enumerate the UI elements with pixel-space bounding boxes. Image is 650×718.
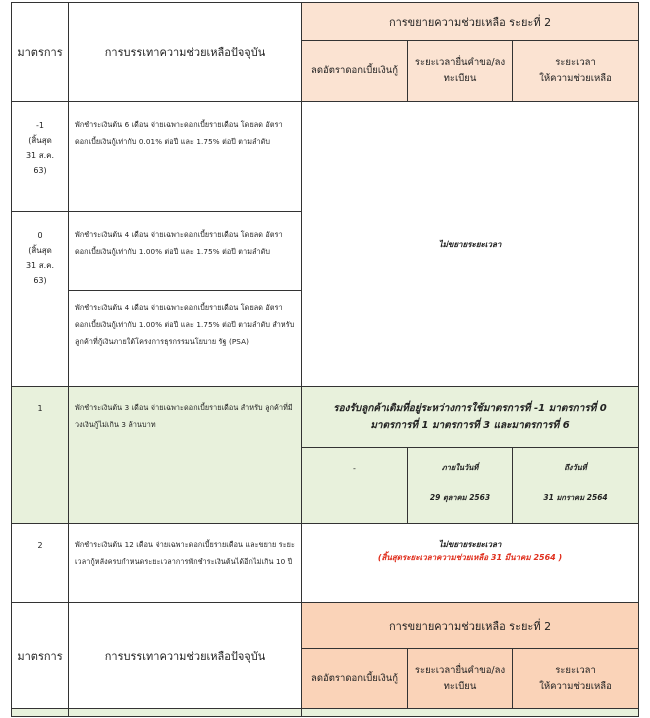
support-line2: มาตรการที่ 1 มาตรการที่ 3 และมาตรการที่ 6: [370, 420, 570, 431]
row2-note-cell: [302, 524, 639, 603]
next-row-phase2: [302, 709, 639, 717]
header-phase2-title: การขยายความช่วยเหลือ ระยะที่ 2: [302, 3, 639, 41]
assistance-table: [11, 2, 639, 717]
support-note-cell: [302, 387, 639, 448]
header2-assist-period: [513, 649, 639, 709]
detail-minus1: [69, 102, 302, 212]
header2-measure: มาตรการ: [12, 603, 69, 709]
rate-dash-cell: [302, 448, 408, 524]
row2-end-note: (สิ้นสุดระยะเวลาความช่วยเหลือ 31 มีนาคม 2564 ): [377, 553, 563, 562]
next-row-measure: [12, 709, 69, 717]
header2-application-line1: ระยะเวลายื่นคำขอ/ลง: [414, 664, 506, 676]
detail-0b-text: พักชำระเงินต้น 4 เดือน จ่ายเฉพาะดอกเบี้ยรายเดือน โดยลด อัตราดอกเบี้ยเงินกู้เท่ากับ 1.00% ต่อปี และ 1.75% ต่อปี ตามลำดับ สำหรับลูกค้าที่กู้เงินภายใต้โครงการธุรกรรมนโยบาย รัฐ (PSA): [75, 303, 295, 346]
header-assist-line2: ให้ความช่วยเหลือ: [539, 73, 612, 84]
detail-minus1-text: พักชำระเงินต้น 6 เดือน จ่ายเฉพาะดอกเบี้ยรายเดือน โดยลด อัตราดอกเบี้ยเงินกู้เท่ากับ 0.01% ต่อปี และ 1.75% ต่อปี ตามลำดับ: [75, 120, 283, 146]
header-measure: มาตรการ: [12, 3, 69, 102]
measure-0-cell: [12, 212, 69, 387]
header-assist-period: [513, 41, 639, 102]
detail-1: [69, 387, 302, 524]
header-application-line2: ทะเบียน: [443, 73, 477, 84]
within-label: ภายในวันที่: [441, 463, 479, 472]
next-row-detail: [69, 709, 302, 717]
measure-minus1: -1: [36, 121, 44, 130]
within-date: 29 ตุลาคม 2563: [429, 493, 491, 502]
header2-application-line2: ทะเบียน: [443, 680, 477, 692]
detail-2-text: พักชำระเงินต้น 12 เดือน จ่ายเฉพาะดอกเบี้ยรายเดือน และขยาย ระยะเวลากู้หลังครบกำหนดระยะเวลาการพักชำระเงินต้นได้อีกไม่เกิน 10 ปี: [75, 540, 295, 566]
header-application-period: [408, 41, 513, 102]
within-date-cell: [408, 448, 513, 524]
header-rate-reduction: ลดอัตราดอกเบี้ยเงินกู้: [302, 41, 408, 102]
detail-0b: [69, 291, 302, 387]
measure-minus1-note3: 63): [33, 166, 47, 175]
header2-phase2-title: การขยายความช่วยเหลือ ระยะที่ 2: [302, 603, 639, 649]
detail-2: [69, 524, 302, 603]
measure-minus1-cell: [12, 102, 69, 212]
header-application-line1: ระยะเวลายื่นคำขอ/ลง: [414, 57, 506, 68]
header2-current-relief: การบรรเทาความช่วยเหลือปัจจุบัน: [69, 603, 302, 709]
until-date: 31 มกราคม 2564: [543, 493, 608, 502]
support-line1: รองรับลูกค้าเดิมที่อยู่ระหว่างการใช้มาตรการที่ -1 มาตรการที่ 0: [333, 403, 607, 414]
header2-rate-reduction: ลดอัตราดอกเบี้ยเงินกู้: [302, 649, 408, 709]
measure-2-cell: [12, 524, 69, 603]
header-current-relief: การบรรเทาความช่วยเหลือปัจจุบัน: [69, 3, 302, 102]
measure-0-note3: 63): [33, 276, 47, 285]
detail-0a-text: พักชำระเงินต้น 4 เดือน จ่ายเฉพาะดอกเบี้ยรายเดือน โดยลด อัตราดอกเบี้ยเงินกู้เท่ากับ 1.00% ต่อปี และ 1.75% ต่อปี ตามลำดับ: [75, 230, 283, 256]
header2-assist-line1: ระยะเวลา: [555, 664, 596, 676]
measure-2: 2: [37, 541, 43, 550]
measure-1: 1: [37, 404, 43, 413]
no-extend-cell: ไม่ขยายระยะเวลา: [302, 102, 639, 387]
rate-dash: -: [353, 464, 356, 473]
measure-minus1-note2: 31 ส.ค.: [25, 151, 55, 160]
header2-assist-line2: ให้ความช่วยเหลือ: [539, 680, 612, 692]
until-label: ถึงวันที่: [564, 463, 587, 472]
measure-0-note1: (สิ้นสุด: [28, 246, 52, 255]
measure-minus1-note1: (สิ้นสุด: [28, 136, 52, 145]
header-assist-line1: ระยะเวลา: [555, 57, 596, 68]
detail-1-text: พักชำระเงินต้น 3 เดือน จ่ายเฉพาะดอกเบี้ยรายเดือน สำหรับ ลูกค้าที่มีวงเงินกู้ไม่เกิน 3 ล้านบาท: [75, 403, 293, 429]
row2-no-extend: ไม่ขยายระยะเวลา: [438, 540, 502, 549]
until-date-cell: [513, 448, 639, 524]
detail-0a: [69, 212, 302, 291]
header2-application-period: [408, 649, 513, 709]
measure-1-cell: [12, 387, 69, 524]
measure-0-note2: 31 ส.ค.: [25, 261, 55, 270]
measure-0: 0: [37, 231, 43, 240]
